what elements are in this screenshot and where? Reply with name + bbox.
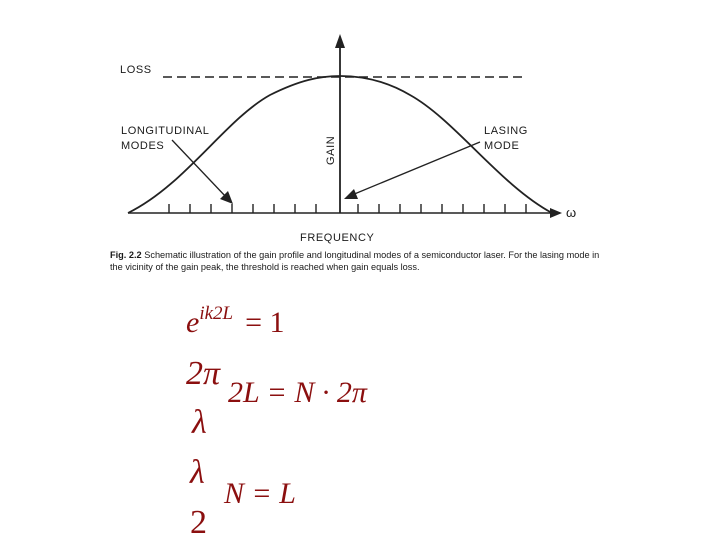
eq3-rhs: N = L <box>224 477 296 510</box>
eq1-exponent: ik2L <box>199 303 234 324</box>
equation-phase-condition <box>186 303 285 340</box>
omega-label: ω <box>566 205 577 220</box>
caption-text: Schematic illustration of the gain profile and longitudinal modes of a semiconductor laser. For the lasing mode in the vicinity of the gain peak, the threshold is reached when gain equals loss. <box>110 250 600 272</box>
longitudinal-modes-label: LONGITUDINAL <box>121 125 210 137</box>
eq2-rhs: 2L = N · 2π <box>228 376 367 409</box>
eq3-numerator: λ <box>190 454 205 491</box>
eq1-base: e <box>186 306 200 339</box>
frequency-label: FREQUENCY <box>300 232 375 244</box>
loss-label: LOSS <box>120 64 152 76</box>
figure-caption <box>110 250 610 273</box>
eq2-denominator: λ <box>192 404 207 441</box>
gain-axis-arrowhead <box>335 34 345 48</box>
gain-label: GAIN <box>325 135 337 165</box>
caption-prefix: Fig. 2.2 <box>110 250 142 260</box>
longitudinal-modes-label-line2: MODES <box>121 140 165 152</box>
frequency-axis-arrowhead <box>550 208 562 218</box>
longitudinal-modes-arrow <box>172 140 227 198</box>
lasing-mode-arrowhead <box>344 189 358 199</box>
eq3-denominator: 2 <box>190 504 207 541</box>
lasing-mode-arrow <box>352 142 480 195</box>
lasing-mode-label: LASING <box>484 125 528 137</box>
longitudinal-mode-ticks <box>169 204 526 213</box>
lasing-mode-label-line2: MODE <box>484 140 520 152</box>
eq1-rhs: = 1 <box>245 306 285 339</box>
eq2-numerator: 2π <box>186 355 221 392</box>
